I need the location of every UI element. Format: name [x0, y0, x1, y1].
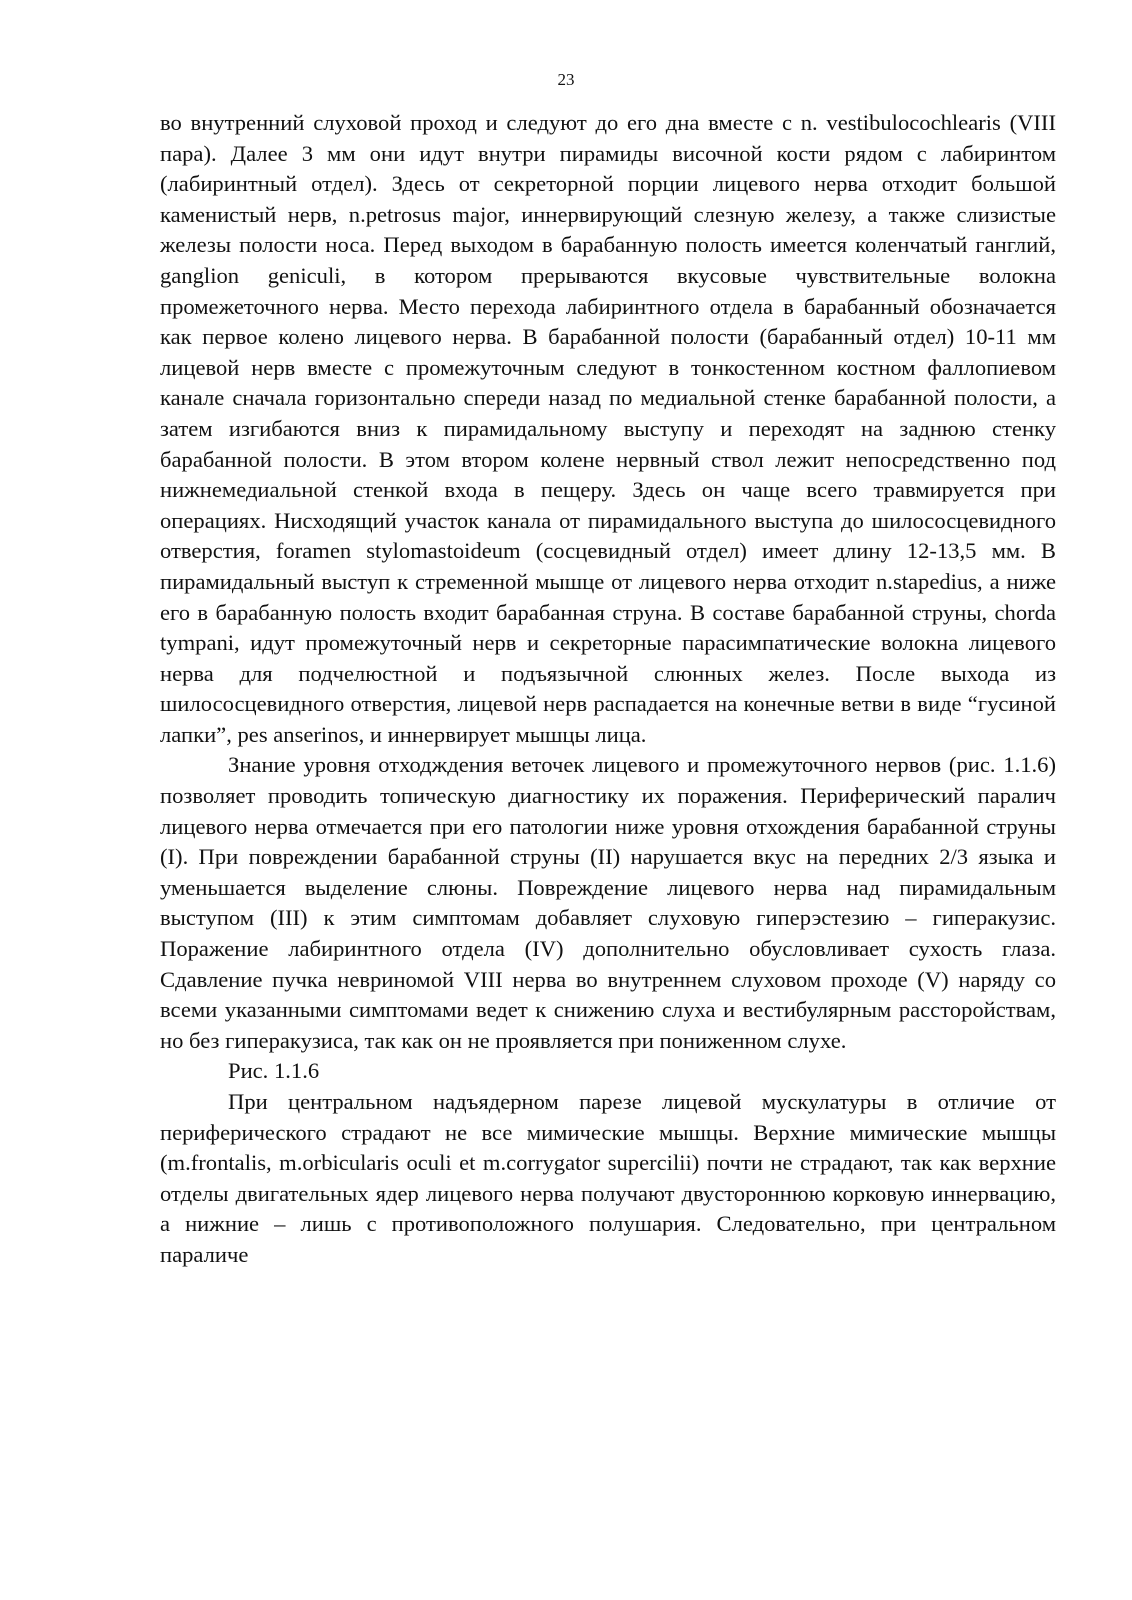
paragraph-topical-diagnosis: Знание уровня отходждения веточек лицевого и промежуточного нервов (рис. 1.1.6) позволяет проводить топическую диагностику их поражения. Периферический паралич лицевого нерва отмечается при его патологии ниже уровня отхождения барабанной струны (I). При повреждении барабанной струны (II) нарушается вкус на передних 2/3 языка и уменьшается выделение слюны. Повреждение лицевого нерва над пирамидальным выступом (III) к этим симптомам добавляет слуховую гиперэстезию – гиперакузис. Поражение лабиринтного отдела (IV) дополнительно обусловливает сухость глаза. Сдавление пучка невриномой VIII нерва во внутреннем слуховом проходе (V) наряду со всеми указанными симптомами ведет к снижению слуха и вестибулярным рассторойствам, но без гиперакузиса, так как он не проявляется при пониженном слухе. [160, 752, 1056, 1053]
paragraph-continuation: во внутренний слуховой проход и следуют до его дна вместе с n. vestibulocochlearis (VIII пара). Далее 3 мм они идут внутри пирамиды височной кости рядом с лабиринтом (лабиринтный отдел). Здесь от секреторной порции лицевого нерва отходит большой каменистый нерв, n.petrosus major, иннервирующий слезную железу, а также слизистые железы полости носа. Перед выходом в барабанную полость имеется коленчатый ганглий, ganglion geniculi, в котором прерываются вкусовые чувствительные волокна промежеточного нерва. Место перехода лабиринтного отдела в барабанный обозначается как первое колено лицевого нерва. В барабанной полости (барабанный отдел) 10-11 мм лицевой нерв вместе с промежуточным следуют в тонкостенном костном фаллопиевом канале сначала горизонтально спереди назад по медиальной стенке барабанной полости, а затем изгибаются вниз к пирамидальному выступу и переходят на заднюю стенку барабанной полости. В этом втором колене нервный ствол лежит непосредственно под нижнемедиальной стенкой входа в пещеру. Здесь он чаще всего травмируется при операциях. Нисходящий участок канала от пирамидального выступа до шилососцевидного отверстия, foramen stylomastoideum (сосцевидный отдел) имеет длину 12-13,5 мм. В пирамидальный выступ к стременной мышце от лицевого нерва отходит n.stapedius, а ниже его в барабанную полость входит барабанная струна. В составе барабанной струны, chorda tympani, идут промежуточный нерв и секреторные парасимпатические волокна лицевого нерва для подчелюстной и подъязычной слюнных желез. После выхода из шилососцевидного отверстия, лицевой нерв распадается на конечные ветви в виде “гусиной лапки”, pes anserinos, и иннервирует мышцы лица. [160, 110, 1056, 747]
document-body [160, 108, 1056, 1271]
page-number: 23 [557, 70, 575, 89]
paragraph-central-paresis: При центральном надъядерном парезе лицевой мускулатуры в отличие от периферического страдают не все мимические мышцы. Верхние мимические мышцы (m.frontalis, m.orbicularis oculi et m.corrygator supercilii) почти не страдают, так как верхние отделы двигательных ядер лицевого нерва получают двустороннюю корковую иннервацию, а нижние – лишь с противоположного полушария. Следовательно, при центральном параличе [160, 1089, 1056, 1267]
figure-caption: Рис. 1.1.6 [228, 1058, 320, 1084]
